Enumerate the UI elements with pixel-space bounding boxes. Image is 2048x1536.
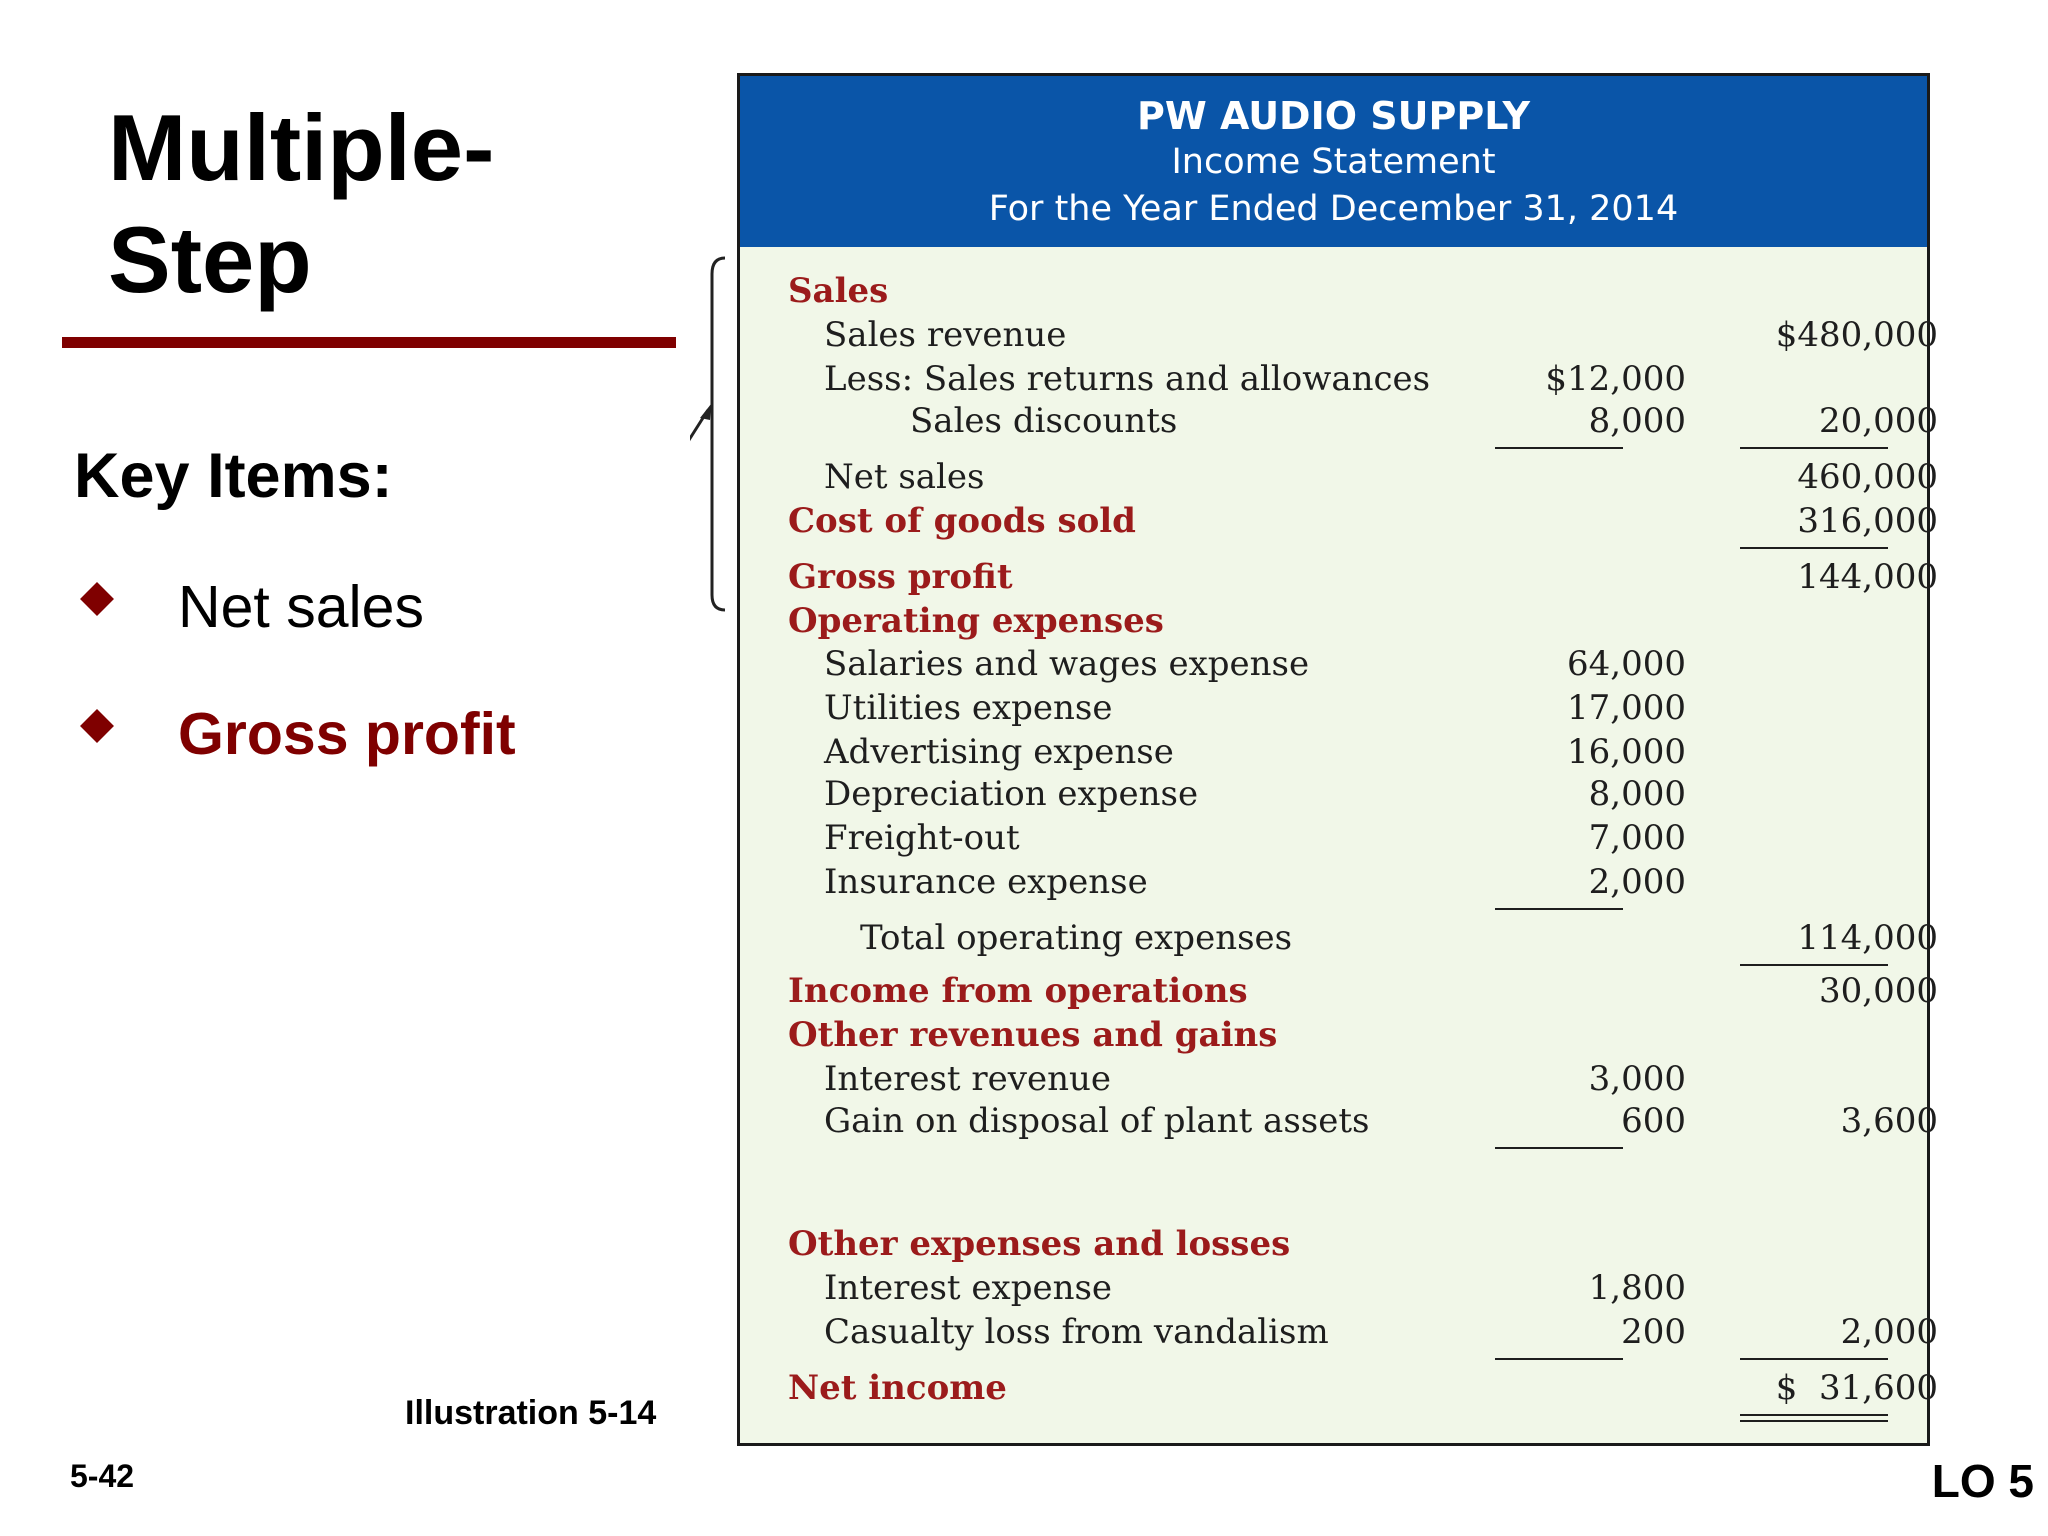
- underline: [1495, 908, 1623, 910]
- double-underline: [1740, 1420, 1888, 1422]
- underline: [1495, 1358, 1623, 1360]
- amount-col2: 316,000: [1797, 501, 1938, 541]
- row-label: Advertising expense: [824, 732, 1174, 772]
- amount-col1: 600: [1621, 1101, 1686, 1141]
- row-label: Casualty loss from vandalism: [824, 1312, 1329, 1352]
- row-label: Depreciation expense: [824, 774, 1199, 814]
- row-label: Insurance expense: [824, 862, 1148, 902]
- row-label: Interest revenue: [824, 1059, 1112, 1099]
- amount-col1: 64,000: [1567, 644, 1686, 684]
- arrow-line: [690, 410, 708, 514]
- section-sales: Sales: [788, 271, 889, 311]
- bracket-icon: [712, 258, 725, 610]
- section-operating-expenses: Operating expenses: [788, 601, 1164, 641]
- amount-col1: 8,000: [1588, 774, 1686, 814]
- row-label: Sales discounts: [910, 401, 1178, 441]
- section-income-from-operations: Income from operations: [788, 971, 1248, 1011]
- row-label: Net sales: [824, 457, 985, 497]
- income-statement-panel: [737, 73, 1938, 1446]
- underline: [1740, 547, 1888, 549]
- amount-col1: 7,000: [1588, 818, 1686, 858]
- slide-title: [108, 92, 494, 316]
- amount-col2: 30,000: [1819, 971, 1938, 1011]
- amount-col2: 20,000: [1819, 401, 1938, 441]
- amount-col2: 2,000: [1840, 1312, 1938, 1352]
- row-label: Utilities expense: [824, 688, 1113, 728]
- statement-header: [740, 76, 1927, 247]
- section-other-expenses: Other expenses and losses: [788, 1224, 1291, 1264]
- amount-col2: 460,000: [1797, 457, 1938, 497]
- double-underline: [1740, 1414, 1888, 1416]
- arrow-head-icon: [700, 404, 711, 420]
- amount-col1: 1,800: [1588, 1268, 1686, 1308]
- amount-col2: $480,000: [1775, 315, 1938, 355]
- underline: [1740, 964, 1888, 966]
- underline: [1495, 447, 1623, 449]
- amount-col1: 17,000: [1567, 688, 1686, 728]
- amount-col2: 144,000: [1797, 557, 1938, 597]
- underline: [1495, 1147, 1623, 1149]
- row-label: Freight-out: [824, 818, 1020, 858]
- amount-col1: 2,000: [1588, 862, 1686, 902]
- row-label: Salaries and wages expense: [824, 644, 1310, 684]
- report-name: Income Statement: [1171, 142, 1496, 182]
- title-divider: [62, 337, 676, 348]
- amount-col1: 8,000: [1588, 401, 1686, 441]
- slide-title-line-2: Step: [108, 207, 312, 312]
- slide-title-line-1: Multiple-: [108, 95, 495, 200]
- underline: [1740, 1358, 1888, 1360]
- section-gross-profit: Gross profit: [788, 557, 1013, 597]
- amount-col1: 16,000: [1567, 732, 1686, 772]
- net-income-amount: $ 31,600: [1775, 1368, 1938, 1408]
- section-cogs: Cost of goods sold: [788, 501, 1136, 541]
- row-label: Gain on disposal of plant assets: [824, 1101, 1370, 1141]
- row-label: Total operating expenses: [860, 918, 1293, 958]
- section-other-revenues: Other revenues and gains: [788, 1015, 1278, 1055]
- bullet-net-sales: Net sales: [178, 574, 424, 640]
- amount-col2: 3,600: [1840, 1101, 1938, 1141]
- row-label: Sales revenue: [824, 315, 1067, 355]
- key-items-heading: Key Items:: [74, 441, 393, 511]
- row-label: Less: Sales returns and allowances: [824, 359, 1431, 399]
- amount-col1: $12,000: [1545, 359, 1686, 399]
- row-label: Interest expense: [824, 1268, 1113, 1308]
- section-net-income: Net income: [788, 1368, 1007, 1408]
- amount-col1: 200: [1621, 1312, 1686, 1352]
- amount-col2: 114,000: [1797, 918, 1938, 958]
- bullet-gross-profit: Gross profit: [178, 701, 516, 767]
- page-number: 5-42: [70, 1458, 135, 1494]
- report-period: For the Year Ended December 31, 2014: [988, 189, 1679, 229]
- learning-objective-label: LO 5: [1931, 1455, 2034, 1507]
- company-name: PW AUDIO SUPPLY: [1136, 94, 1531, 138]
- diamond-bullet-icon: [80, 709, 114, 743]
- illustration-label: Illustration 5-14: [405, 1394, 657, 1432]
- diamond-bullet-icon: [80, 582, 114, 616]
- underline: [1740, 447, 1888, 449]
- amount-col1: 3,000: [1588, 1059, 1686, 1099]
